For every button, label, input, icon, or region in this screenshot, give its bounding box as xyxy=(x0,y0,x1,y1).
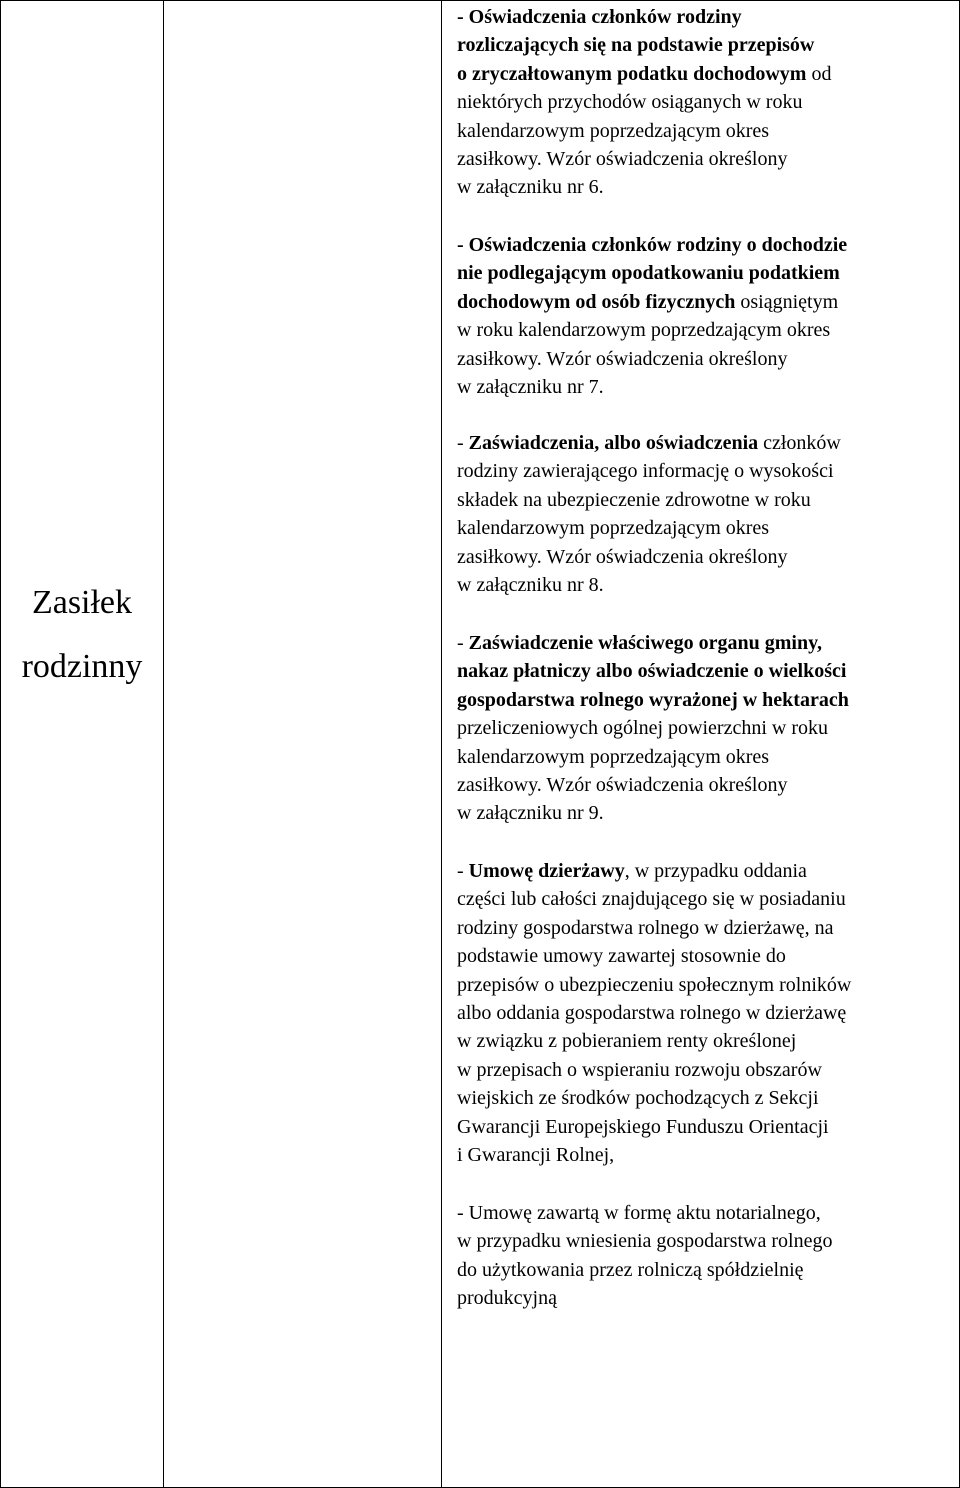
document-item-prefix: - xyxy=(457,632,469,654)
document-item-bold: Zaświadczenia, albo oświadczenia xyxy=(468,432,759,454)
document-item-6 xyxy=(457,1199,937,1313)
document-item-prefix: - xyxy=(457,432,469,454)
document-item-text: członków rodziny zawierającego informację o wysokości składek na ubezpieczenie zdrowotne w roku kalendarzowym poprzedzającym okres zasiłkowy. Wzór oświadczenia określony w załączniku nr 8. xyxy=(457,432,841,597)
document-item-bold: - Oświadczenia członków rodziny rozliczających się na podstawie przepisów o zryczałtowanym podatku dochodowym xyxy=(457,6,815,85)
document-item-prefix: - xyxy=(457,860,469,882)
document-item-text: , w przypadku oddania części lub całości znajdującego się w posiadaniu rodziny gospodarstwa rolnego w dzierżawę, na podstawie umowy zawartej stosownie do przepisów o ubezpieczeniu społecznym rolników albo oddania gospodarstwa rolnego w dzierżawę w związku z pobieraniem renty określonej w przepisach o wspieraniu rozwoju obszarów wiejskich ze środków pochodzących z Sekcji Gwarancji Europejskiego Funduszu Orientacji i Gwarancji Rolnej, xyxy=(457,860,852,1167)
benefit-label-cell xyxy=(1,1,163,1487)
column-divider xyxy=(163,1,164,1487)
document-item-text: przeliczeniowych ogólnej powierzchni w roku kalendarzowym poprzedzającym okres zasiłkowy. Wzór oświadczenia określony w załączniku nr 9. xyxy=(457,717,828,825)
document-item-1 xyxy=(457,3,937,202)
document-item-bold: Zaświadczenie właściwego organu gminy, nakaz płatniczy albo oświadczenie o wielkości gospodarstwa rolnego wyrażonej w hektarach xyxy=(457,632,849,711)
column-divider xyxy=(441,1,442,1487)
document-item-text: od niektórych przychodów osiąganych w roku kalendarzowym poprzedzającym okres zasiłkowy. Wzór oświadczenia określony w załączniku nr 6. xyxy=(457,62,832,199)
document-item-5 xyxy=(457,857,937,1169)
document-item-3 xyxy=(457,429,937,599)
document-item-text: osiągniętym w roku kalendarzowym poprzedzającym okres zasiłkowy. Wzór oświadczenia określony w załączniku nr 7. xyxy=(457,290,839,399)
document-item-4 xyxy=(457,629,937,828)
document-item-bold: - Oświadczenia członków rodziny o dochodzie nie podlegającym opodatkowaniu podatkiem dochodowym od osób fizycznych xyxy=(457,234,848,313)
document-item-text: - Umowę zawartą w formę aktu notarialnego, w przypadku wniesienia gospodarstwa rolnego do użytkowania przez rolniczą spółdzielnię produkcyjną xyxy=(457,1202,833,1310)
document-item-bold: Umowę dzierżawy xyxy=(468,860,625,882)
benefit-label-line1: Zasiłek xyxy=(31,584,133,621)
benefit-label-line2: rodzinny xyxy=(21,648,143,685)
document-item-2 xyxy=(457,231,937,401)
